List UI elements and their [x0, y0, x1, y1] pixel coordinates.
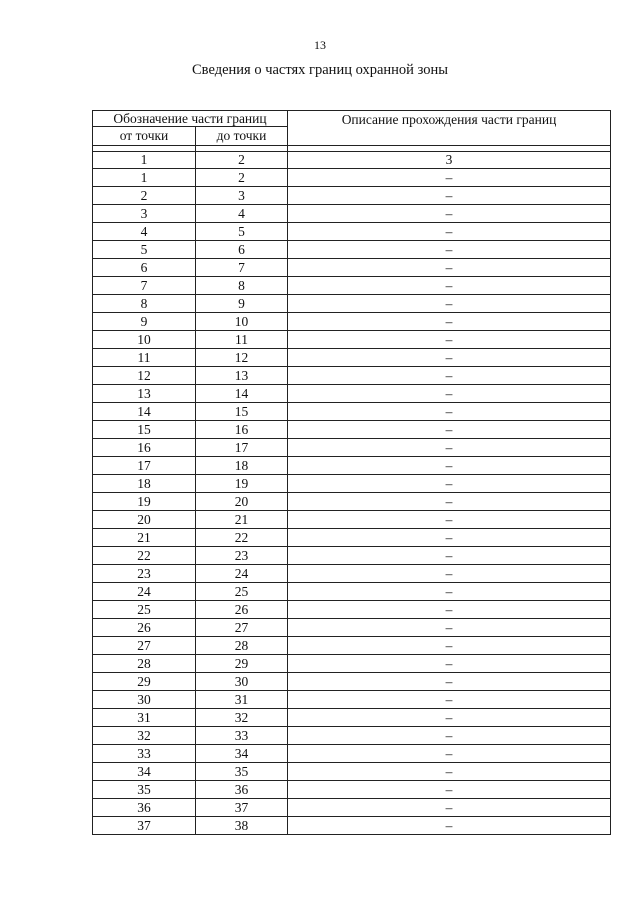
- description-cell: –: [288, 547, 611, 565]
- table-row: [93, 241, 611, 259]
- description-cell: –: [288, 277, 611, 295]
- description-cell: –: [288, 187, 611, 205]
- to-point-cell: 4: [196, 205, 288, 223]
- description-cell: –: [288, 205, 611, 223]
- description-cell: –: [288, 223, 611, 241]
- description-cell: –: [288, 349, 611, 367]
- to-point-cell: 28: [196, 637, 288, 655]
- table-row: [93, 331, 611, 349]
- table-row: [93, 547, 611, 565]
- to-point-cell: 38: [196, 817, 288, 835]
- to-point-cell: 35: [196, 763, 288, 781]
- numbering-cell: 2: [196, 152, 288, 169]
- from-point-cell: 33: [93, 745, 196, 763]
- from-point-cell: 12: [93, 367, 196, 385]
- header-from-point: от точки: [93, 127, 196, 146]
- from-point-cell: 28: [93, 655, 196, 673]
- from-point-cell: 25: [93, 601, 196, 619]
- to-point-cell: 25: [196, 583, 288, 601]
- table-row: [93, 763, 611, 781]
- to-point-cell: 16: [196, 421, 288, 439]
- from-point-cell: 30: [93, 691, 196, 709]
- description-cell: –: [288, 565, 611, 583]
- to-point-cell: 6: [196, 241, 288, 259]
- table-row: [93, 205, 611, 223]
- from-point-cell: 11: [93, 349, 196, 367]
- to-point-cell: 19: [196, 475, 288, 493]
- table-row: [93, 223, 611, 241]
- table-row: [93, 601, 611, 619]
- table-row: [93, 799, 611, 817]
- to-point-cell: 3: [196, 187, 288, 205]
- from-point-cell: 37: [93, 817, 196, 835]
- description-cell: –: [288, 799, 611, 817]
- description-cell: –: [288, 691, 611, 709]
- to-point-cell: 13: [196, 367, 288, 385]
- from-point-cell: 31: [93, 709, 196, 727]
- table-row: [93, 745, 611, 763]
- table-row: [93, 637, 611, 655]
- to-point-cell: 26: [196, 601, 288, 619]
- from-point-cell: 6: [93, 259, 196, 277]
- table-row: [93, 457, 611, 475]
- table-row: [93, 187, 611, 205]
- description-cell: –: [288, 475, 611, 493]
- description-cell: –: [288, 313, 611, 331]
- from-point-cell: 7: [93, 277, 196, 295]
- description-cell: –: [288, 367, 611, 385]
- to-point-cell: 15: [196, 403, 288, 421]
- to-point-cell: 20: [196, 493, 288, 511]
- to-point-cell: 31: [196, 691, 288, 709]
- table-row: [93, 277, 611, 295]
- table-row: [93, 511, 611, 529]
- to-point-cell: 36: [196, 781, 288, 799]
- description-cell: –: [288, 439, 611, 457]
- header-to-point: до точки: [196, 127, 288, 146]
- from-point-cell: 5: [93, 241, 196, 259]
- description-cell: –: [288, 583, 611, 601]
- to-point-cell: 7: [196, 259, 288, 277]
- description-cell: –: [288, 403, 611, 421]
- from-point-cell: 24: [93, 583, 196, 601]
- to-point-cell: 12: [196, 349, 288, 367]
- table-row: [93, 439, 611, 457]
- table-row: [93, 529, 611, 547]
- description-cell: –: [288, 727, 611, 745]
- from-point-cell: 36: [93, 799, 196, 817]
- description-cell: –: [288, 745, 611, 763]
- description-cell: –: [288, 601, 611, 619]
- from-point-cell: 29: [93, 673, 196, 691]
- table-row: [93, 655, 611, 673]
- table-row: [93, 367, 611, 385]
- from-point-cell: 34: [93, 763, 196, 781]
- table-row: [93, 403, 611, 421]
- from-point-cell: 15: [93, 421, 196, 439]
- table-row: [93, 421, 611, 439]
- from-point-cell: 4: [93, 223, 196, 241]
- from-point-cell: 8: [93, 295, 196, 313]
- table-row: [93, 691, 611, 709]
- table-row: [93, 259, 611, 277]
- from-point-cell: 26: [93, 619, 196, 637]
- description-cell: –: [288, 385, 611, 403]
- page-number: 13: [314, 38, 326, 52]
- to-point-cell: 33: [196, 727, 288, 745]
- description-cell: –: [288, 493, 611, 511]
- table-row: [93, 493, 611, 511]
- to-point-cell: 24: [196, 565, 288, 583]
- header-description: Описание прохождения части границ: [288, 111, 611, 146]
- from-point-cell: 2: [93, 187, 196, 205]
- from-point-cell: 18: [93, 475, 196, 493]
- table-row: [93, 385, 611, 403]
- to-point-cell: 11: [196, 331, 288, 349]
- description-cell: –: [288, 655, 611, 673]
- from-point-cell: 35: [93, 781, 196, 799]
- table-row: [93, 349, 611, 367]
- to-point-cell: 29: [196, 655, 288, 673]
- from-point-cell: 14: [93, 403, 196, 421]
- table-row: [93, 169, 611, 187]
- page-title: Сведения о частях границ охранной зоны: [192, 62, 448, 78]
- to-point-cell: 10: [196, 313, 288, 331]
- from-point-cell: 10: [93, 331, 196, 349]
- description-cell: –: [288, 619, 611, 637]
- description-cell: –: [288, 169, 611, 187]
- table-row: [93, 709, 611, 727]
- from-point-cell: 19: [93, 493, 196, 511]
- description-cell: –: [288, 817, 611, 835]
- to-point-cell: 18: [196, 457, 288, 475]
- table-body: [93, 146, 611, 835]
- table-row: [93, 673, 611, 691]
- description-cell: –: [288, 511, 611, 529]
- table-row: [93, 565, 611, 583]
- to-point-cell: 9: [196, 295, 288, 313]
- description-cell: –: [288, 763, 611, 781]
- from-point-cell: 3: [93, 205, 196, 223]
- from-point-cell: 17: [93, 457, 196, 475]
- to-point-cell: 22: [196, 529, 288, 547]
- from-point-cell: 20: [93, 511, 196, 529]
- description-cell: –: [288, 259, 611, 277]
- from-point-cell: 23: [93, 565, 196, 583]
- description-cell: –: [288, 529, 611, 547]
- description-cell: –: [288, 781, 611, 799]
- table-row: [93, 619, 611, 637]
- from-point-cell: 13: [93, 385, 196, 403]
- description-cell: –: [288, 637, 611, 655]
- table-row: [93, 313, 611, 331]
- description-cell: –: [288, 421, 611, 439]
- description-cell: –: [288, 457, 611, 475]
- to-point-cell: 27: [196, 619, 288, 637]
- from-point-cell: 27: [93, 637, 196, 655]
- from-point-cell: 32: [93, 727, 196, 745]
- numbering-cell: 3: [288, 152, 611, 169]
- to-point-cell: 8: [196, 277, 288, 295]
- from-point-cell: 21: [93, 529, 196, 547]
- from-point-cell: 16: [93, 439, 196, 457]
- to-point-cell: 2: [196, 169, 288, 187]
- description-cell: –: [288, 709, 611, 727]
- to-point-cell: 23: [196, 547, 288, 565]
- to-point-cell: 14: [196, 385, 288, 403]
- from-point-cell: 1: [93, 169, 196, 187]
- from-point-cell: 9: [93, 313, 196, 331]
- to-point-cell: 30: [196, 673, 288, 691]
- numbering-row: [93, 152, 611, 169]
- description-cell: –: [288, 241, 611, 259]
- table-row: [93, 781, 611, 799]
- table-row: [93, 295, 611, 313]
- to-point-cell: 37: [196, 799, 288, 817]
- description-cell: –: [288, 673, 611, 691]
- header-boundary-designation: Обозначение части границ: [93, 111, 288, 127]
- to-point-cell: 21: [196, 511, 288, 529]
- from-point-cell: 22: [93, 547, 196, 565]
- table-row: [93, 475, 611, 493]
- to-point-cell: 17: [196, 439, 288, 457]
- boundary-parts-table: [92, 110, 611, 835]
- description-cell: –: [288, 295, 611, 313]
- table-row: [93, 583, 611, 601]
- numbering-cell: 1: [93, 152, 196, 169]
- table-row: [93, 817, 611, 835]
- to-point-cell: 34: [196, 745, 288, 763]
- to-point-cell: 5: [196, 223, 288, 241]
- description-cell: –: [288, 331, 611, 349]
- table-row: [93, 727, 611, 745]
- to-point-cell: 32: [196, 709, 288, 727]
